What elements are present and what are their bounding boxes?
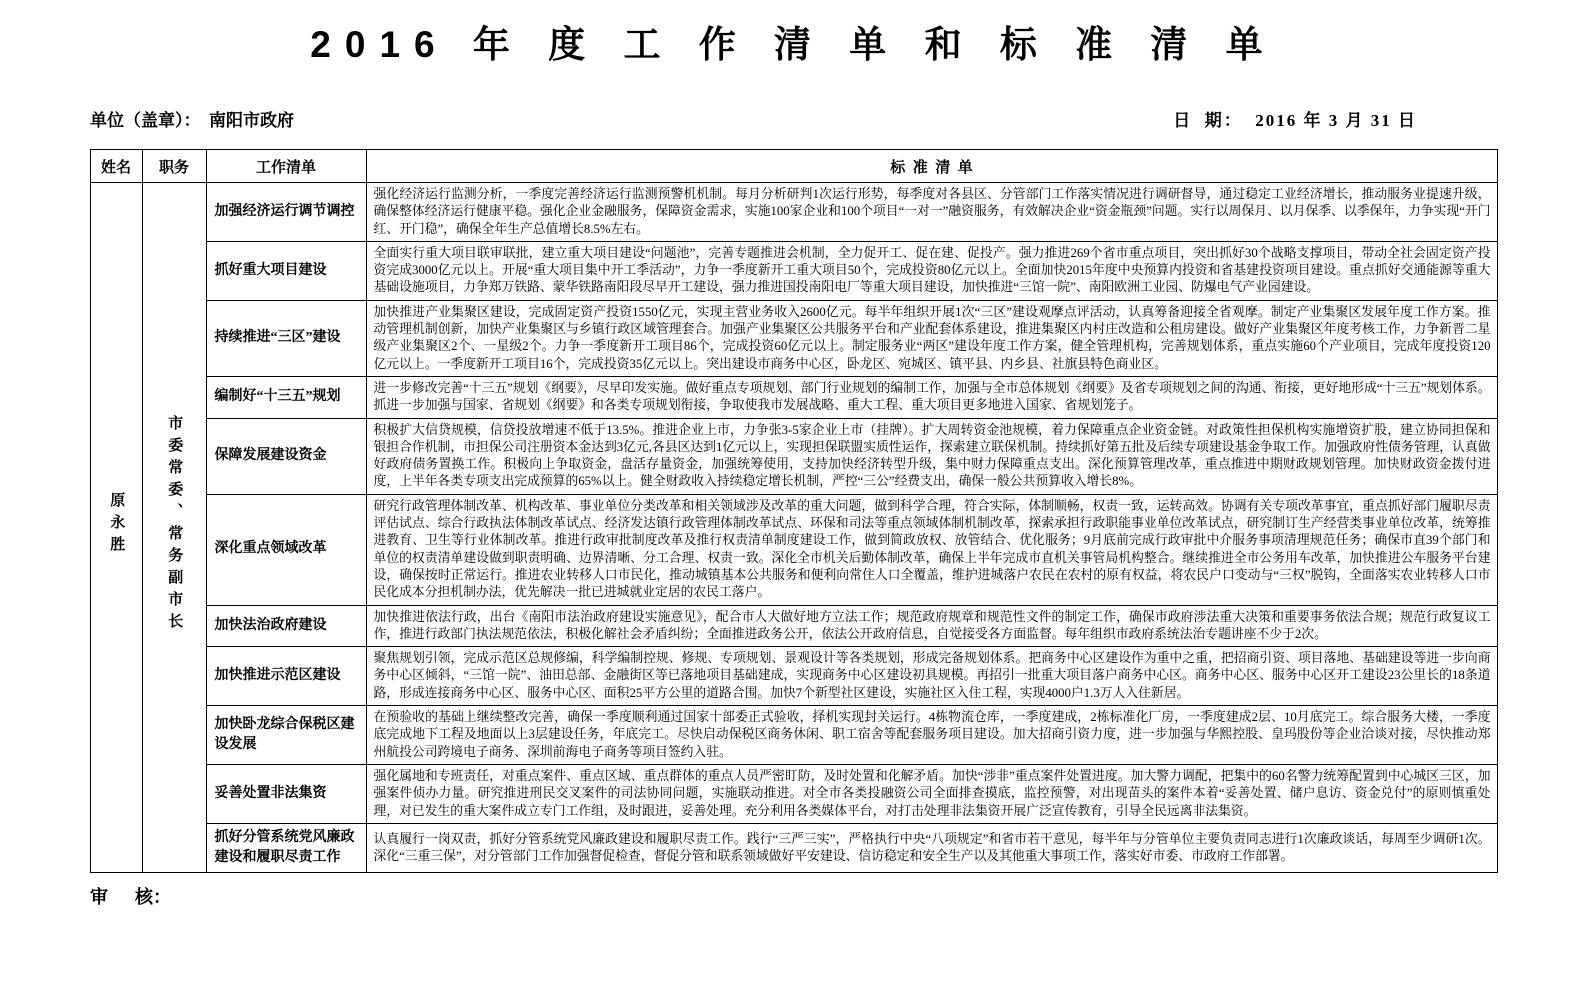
- standard-text: 积极扩大信贷规模，信贷投放增速不低于13.5%。推进企业上市，力争张3-5家企业上市（挂牌）。扩大周转资金池规模，着力保障重点企业资金链。对政策性担保机构实施增资扩股，建立协同担保和银担合作机制，市担保公司注册资本金达到3亿元,各县区达到1亿元以上，实现担保联盟实质性运作，探索建立联保机制。持续抓好第五批及后续专项建设基金争取工作。加强政府性债务管理，认真做好政府债务置换工作。积极向上争取资金，盘活存量资金，加强统筹使用，支持加快经济转型升级，集中财力保障重点支出。深化预算管理改革，重点推进中期财政规划管理。加快财政资金拨付进度，上半年各类专项支出完成预算的65%以上。健全财政收入持续稳定增长机制，严控“三公”经费支出，确保一般公共预算收入增长8%。: [366, 418, 1497, 494]
- standard-text: 强化经济运行监测分析，一季度完善经济运行监测预警机机制。每月分析研判1次运行形势，每季度对各县区、分管部门工作落实情况进行调研督导，通过稳定工业经济增长，推动服务业提速升级，确保整体经济运行健康平稳。强化企业金融服务，保障资金需求，实施100家企业和100个项目“一对一”融资服务，有效解决企业“资金瓶颈”问题。实行以周保月、以月保季、以季保年，力争实现“开门红、开门稳”，确保全年生产总值增长8.5%左右。: [366, 183, 1497, 242]
- person-name: 原永胜: [108, 492, 125, 559]
- table-row: [90, 823, 1497, 873]
- person-position: 市委常委、常务副市长: [166, 415, 183, 636]
- work-item-label: 抓好重大项目建设: [206, 241, 366, 300]
- standard-text: 在预验收的基础上继续整改完善，确保一季度顺利通过国家十部委正式验收，择机实现封关运行。4栋物流仓库，一季度建成，2栋标准化厂房，一季度建成2层、10月底完工。综合服务大楼，一季度底完成地下工程及地面以上3层建设任务，年底完工。尽快启动保税区商务休闲、职工宿舍等配套服务项目建设。加大招商引资力度，进一步加强与华熙控股、皇玛股份等企业洽谈对接，尽快推动郑州航投公司跨境电子商务、深圳前海电子商务等项目签约入驻。: [366, 706, 1497, 765]
- table-row: [90, 647, 1497, 706]
- header-standard-list: 标 准 清 单: [366, 150, 1497, 183]
- date-value: 2016 年 3 月 31 日: [1255, 111, 1417, 130]
- work-item-label: 抓好分管系统党风廉政建设和履职尽责工作: [206, 823, 366, 873]
- work-item-label: 加强经济运行调节调控: [206, 183, 366, 242]
- review-label: 审 核：: [90, 887, 171, 908]
- work-item-label: 妥善处置非法集资: [206, 764, 366, 823]
- work-item-label: 编制好“十三五”规划: [206, 376, 366, 418]
- table-header-row: [90, 150, 1497, 183]
- standard-text: 聚焦规划引领，完成示范区总规修编，科学编制控规、修规、专项规划、景观设计等各类规划，形成完备规划体系。把商务中心区建设作为重中之重，把招商引资、项目落地、基础建设等进一步向商务中心区倾斜，“三馆一院”、油田总部、金融街区等已落地项目基础建成，实现商务中心区建设初具规模。再招引一批重大项目落户商务中心区。商务中心区、服务中心区开工建设23公里长的18条道路，形成连接商务中心区、服务中心区、面积25平方公里的道路合围。加快7个新型社区建设，实施社区入住工程，实现4000户1.3万人入住新居。: [366, 647, 1497, 706]
- table-row: [90, 241, 1497, 300]
- unit-label: 单位（盖章）：: [90, 111, 201, 130]
- work-item-label: 深化重点领域改革: [206, 494, 366, 605]
- standard-text: 进一步修改完善“十三五”规划《纲要》，尽早印发实施。做好重点专项规划、部门行业规划的编制工作，加强与全市总体规划《纲要》及省专项规划之间的沟通、衔接，更好地形成“十三五”规划体系。抓进一步加强与国家、省规划《纲要》和各类专项规划衔接，争取使我市发展战略、重大工程、重大项目更多地进入国家、省规划笼子。: [366, 376, 1497, 418]
- standard-text: 加快推进产业集聚区建设，完成固定资产投资1550亿元，实现主营业务收入2600亿元。每半年组织开展1次“三区”建设观摩点评活动，认真筹备迎接全省观摩。制定产业集聚区发展年度工作方案。推动管理机制创新，加快产业集聚区与乡镇行政区域管理套合。加强产业集聚区公共服务平台和产业配套体系建设，推进集聚区内村庄改造和公租房建设。做好产业集聚区年度考核工作，力争新晋二星级产业集聚区2个、一星级2个。力争一季度新开工项目86个，完成投资60亿元以上。制定服务业“两区”建设年度工作方案，健全管理机构，完善规划体系，重点实施60个产业项目，完成年度投资120亿元以上。一季度新开工项目16个，完成投资35亿元以上。突出建设市商务中心区，卧龙区、宛城区、镇平县、内乡县、社旗县特色商业区。: [366, 300, 1497, 376]
- date-field: [1173, 106, 1417, 131]
- standard-text: 强化属地和专班责任，对重点案件、重点区域、重点群体的重点人员严密盯防，及时处置和化解矛盾。加快“涉非”重点案件处置进度。加大警力调配，把集中的60名警力统筹配置到中心城区三区，加强案件侦办力量。研究推进刑民交叉案件的司法协同问题，实施联动推进。对全市各类投融资公司全面排查摸底，监控预警，对出现苗头的案件本着“妥善处置、储户息访、资金兑付”的原则慎重处理，对已发生的重大案件成立专门工作组，及时跟进，妥善处理。充分利用各类媒体平台，对打击处理非法集资开展广泛宣传教育，引导全民远离非法集资。: [366, 764, 1497, 823]
- table-row: [90, 764, 1497, 823]
- work-item-label: 加快推进示范区建设: [206, 647, 366, 706]
- unit-value: 南阳市政府: [209, 111, 294, 130]
- person-name-cell: [90, 183, 142, 873]
- table-row: [90, 418, 1497, 494]
- work-item-label: 保障发展建设资金: [206, 418, 366, 494]
- standard-text: 全面实行重大项目联审联批，建立重大项目建设“问题池”，完善专题推进会机制，全力促开工、促在建、促投产。强力推进269个省市重点项目，突出抓好30个战略支撑项目，带动全社会固定资产投资完成3000亿元以上。开展“重大项目集中开工季活动”，力争一季度新开工重大项目50个，完成投资80亿元以上。全面加快2015年度中央预算内投资和省基建投资项目建设。重点抓好交通能源等重大基础设施项目，力争郑万铁路、蒙华铁路南阳段尽早开工建设，强力推进国投南阳电厂等重大项目建设，加快推进“三馆一院”、南阳欧洲工业园、防爆电气产业园建设。: [366, 241, 1497, 300]
- standard-text: 认真履行一岗双责，抓好分管系统党风廉政建设和履职尽责工作。践行“三严三实”，严格执行中央“八项规定”和省市若干意见，每半年与分管单位主要负责同志进行1次廉政谈话，每周至少调研1次。深化“三重三保”，对分管部门工作加强督促检查，督促分管和联系领域做好平安建设、信访稳定和安全生产以及其他重大事项工作，落实好市委、市政府工作部署。: [366, 823, 1497, 873]
- meta-row: [90, 106, 1497, 131]
- table-row: [90, 494, 1497, 605]
- table-row: [90, 706, 1497, 765]
- standard-text: 研究行政管理体制改革、机构改革、事业单位分类改革和相关领域涉及改革的重大问题，做到科学合理，符合实际，体制顺畅，权责一致，运转高效。协调有关专项改革事宜，重点抓好部门履职尽责评估试点、综合行政执法体制改革试点、经济发达镇行政管理体制改革试点、环保和司法等重点领域体制机制改革，探索承担行政职能事业单位改革试点，研究制订生产经营类事业单位改革，统筹推进教育、卫生等行业体制改革。推进行政审批制度改革及推行权责清单制度建设工作，做到简政放权、放管结合、优化服务；9月底前完成行政审批中介服务事项清理规范任务；确保市直39个部门和单位的权责清单建设做到职责明确、边界清晰、分工合理、权责一致。深化全市机关后勤体制改革，确保上半年完成市直机关事管局机构整合。继续推进全市公务用车改革，加快推进公车服务平台建设，确保按时正常运行。推进农业转移人口市民化，推动城镇基本公共服务和便利向常住人口全覆盖，维护进城落户农民在农村的原有权益，将农民户口变动与“三权”脱钩，全面落实农业转移人口市民化成本分担机制办法，优先解决一批已进城就业定居的农民工落户。: [366, 494, 1497, 605]
- table-row: [90, 300, 1497, 376]
- standard-text: 加快推进依法行政，出台《南阳市法治政府建设实施意见》，配合市人大做好地方立法工作；规范政府规章和规范性文件的制定工作，确保市政府涉法重大决策和重要事务依法合规；规范行政复议工作，推进行政部门执法规范依法，积极化解社会矛盾纠纷；全面推进政务公开，依法公开政府信息，自觉接受各方面监督。每年组织市政府系统法治专题讲座不少于2次。: [366, 605, 1497, 647]
- page-title: 2016 年 度 工 作 清 单 和 标 准 清 单: [310, 24, 1277, 65]
- table-row: [90, 376, 1497, 418]
- work-item-label: 持续推进“三区”建设: [206, 300, 366, 376]
- header-work-list: 工作清单: [206, 150, 366, 183]
- header-position: 职务: [142, 150, 206, 183]
- unit-field: [90, 106, 294, 131]
- table-row: [90, 605, 1497, 647]
- person-position-cell: [142, 183, 206, 873]
- header-name: 姓名: [90, 150, 142, 183]
- date-label: 日 期：: [1173, 111, 1243, 130]
- work-item-label: 加快卧龙综合保税区建设发展: [206, 706, 366, 765]
- work-item-label: 加快法治政府建设: [206, 605, 366, 647]
- work-standard-table: [90, 149, 1498, 873]
- table-row: [90, 183, 1497, 242]
